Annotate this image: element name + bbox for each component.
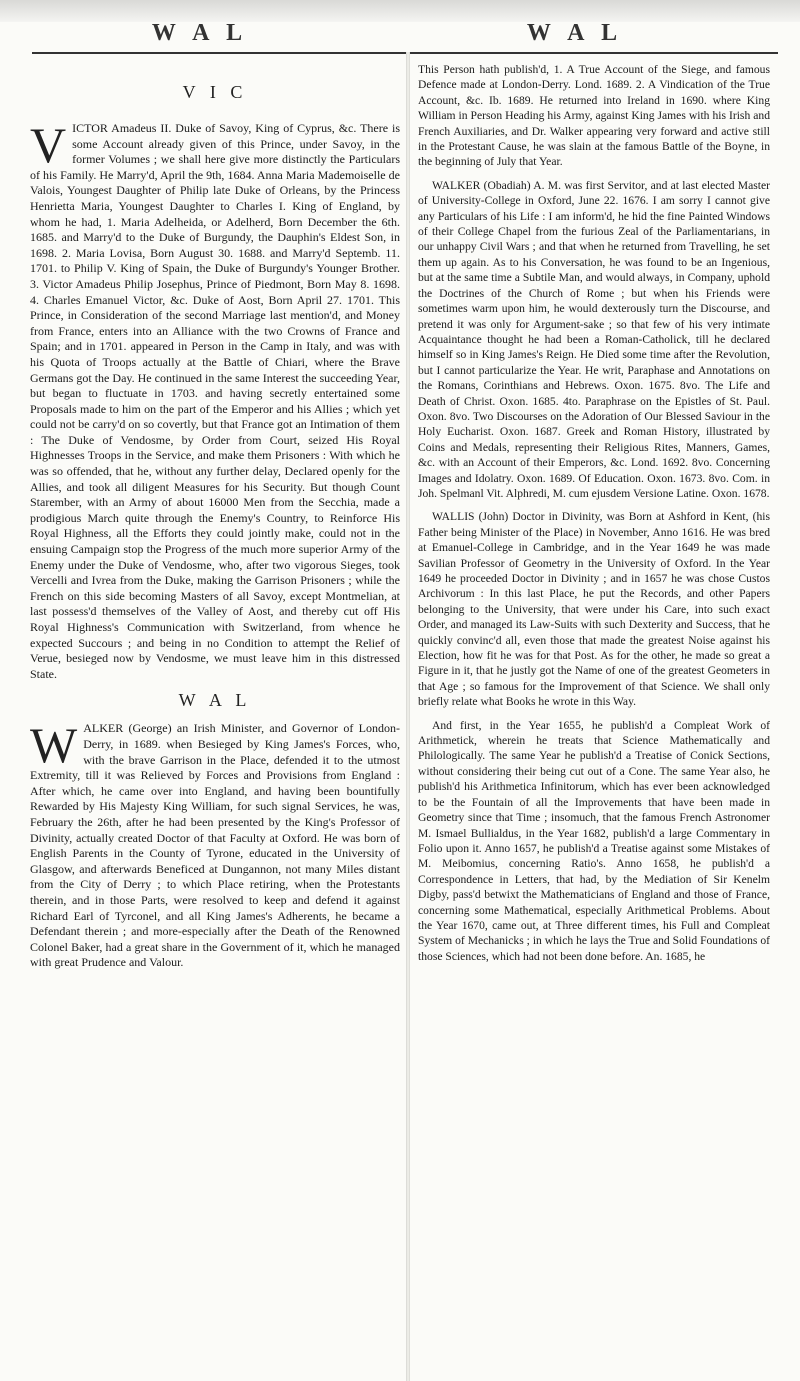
entry-wallis-john: WALLIS (John) Doctor in Divinity, was Born at Ashford in Kent, (his Father being Minister of the Place) in November, Anno 1616. He was bred at Emanuel-College in Cambridge, and in the Year 1649 he was made Savilian Professor of Geometry in the University of Oxford. In the Year 1649 he proceeded Doctor in Divinity ; and in 1657 he was chose Custos Archivorum : In this last Place, he put the Records, and other Papers belonging to the University, that were under his Care, into such exact Order, and managed its Law-Suits with such Dexterity and Success, that he quickly convinc'd all, even those that made the greatest Noise against his Election, how fit he was for that Post. As for the other, he made so great a Figure in it, that he justly got the Name of one of the greatest Geometers in that Age ; so famous for the Improvement of that Science. We shall only briefly relate what Books he wrote in this Way. — [418, 510, 770, 709]
running-header-left: W A L — [151, 20, 249, 46]
page-gutter — [406, 52, 410, 1381]
running-header-right: W A L — [526, 20, 624, 46]
entry-text: ICTOR Amadeus II. Duke of Savoy, King of Cyprus, &c. There is some Account already given of this Prince, under Savoy, in the former Volumes ; we shall here give more distinctly the Particulars of his Family. He Marry'd, April the 9th, 1684. Anna Maria Mademoiselle de Valois, Youngest Daughter of Philip late Duke of Orleans, by the Princess Henrietta Maria, Youngest Daughter to Charles I. King of England, by whom he had, 1. Maria Adelheida, or Adelherd, Born December the 6th. 1685. and Marry'd to the Duke of Burgundy, the Dauphin's Eldest Son, in 1698. 2. Maria Lovisa, Born August 30. 1688. and Marry'd Septemb. 11. 1701. to Philip V. King of Spain, the Duke of Burgundy's Younger Brother. 3. Victor Amadeus Philip Josephus, Prince of Piedmont, Born May 8. 1698. 4. Charles Emanuel Victor, &c. Duke of Aost, Born April 27. 1701. This Prince, in Consideration of the second Marriage last mention'd, and Money from France, enters into an Alliance with the two Crowns of France and Spain; and in 1701. appeared in Person in the Camp in Italy, and was with his Quota of Troops actually at the Battle of Chiari, where the Brave Germans got the Day. He continued in the same Interest the succeeding Year, but began to fluctuate in 1703. and having secretly entertained some Proposals made to him on the part of the Emperor and his Allies ; which yet could not be carry'd on so covertly, but that France got an Intimation of them : The Duke of Vendosme, by Order from Court, seized His Royal Highnesses Troops in the Service, and make them Prisoners : With which he was so offended, that he, without any further delay, Declared openly for the Allies, and took all diligent Measures for his Security. But though Count Starember, with an Army of about 16000 Men from the Secchia, made a prodigious March quite through the Enemy's Country, to Reinforce His Royal Highness, all the Efforts they could jointly make, could not in the ensuing Campaign stop the Progress of the much more superior Army of the Enemy under the Duke of Vendosme, who, after two vigorous Sieges, took Vercelli and Ivrea from the Duke, making the Garrison Prisoners ; while the French on this side becoming Masters of all Savoy, except Montmelian, at last possess'd themselves of the Valley of Aost, and thereby cut off His Royal Highness's Communication with Switzerland, from whence he expected Succours ; and being in no Condition to attempt the Relief of Verue, besieged now by Vendosme, we must leave him in this distressed State. — [30, 121, 400, 681]
entry-walker-george — [30, 717, 400, 971]
right-column — [418, 62, 770, 972]
left-column — [30, 62, 400, 979]
entry-text: ALKER (George) an Irish Minister, and Governor of London-Derry, in 1689. when Besieged by King James's Forces, who, with the brave Garrison in the Place, defended it to the utmost Extremity, till it was Relieved by Forces and Provisions from England : After which, he came over into England, and having been bountifully Rewarded by His Majesty King William, for such signal Services, he was, February the 26th, after he had been presented by the King's Professor of Divinity, actually created Doctor of that Faculty at Oxford. He was born of English Parents in the County of Tyrone, educated in the University of Glasgow, and afterwards Beneficed at Dungannon, not many Miles distant from the City of Derry ; to which Place retiring, when the Protestants therein, and in those Parts, were resolved to keep and defend it against Richard Earl of Tyrconel, and all King James's Adherents, he became a Defendant therein ; and more-especially after the Death of the Renowned Colonel Baker, had a great share in the Government of it, which he managed with great Prudence and Valour. — [30, 721, 400, 970]
drop-cap: W — [30, 717, 78, 774]
header-rule — [32, 52, 778, 54]
drop-cap: V — [30, 117, 67, 173]
entry-wallis-books: And first, in the Year 1655, he publish'd a Compleat Work of Arithmetick, wherein he treats that Science Mathematically and Philologically. The same Year he publish'd a Treatise of Conick Sections, without considering their being cut out of a Cone. The same Year also, he publish'd his Arithmetica Infinitorum, which has ever been acknowledged to be the Fountain of all the Improvements that have been made in Geometry since that Time ; insomuch, that the famous French Astronomer M. Ismael Bullialdus, in the Year 1682, publish'd a large Commentary in Folio upon it. Anno 1657, he publish'd a Treatise against some Mistakes of M. Meibomius, concerning Ratio's. Anno 1658, he publish'd a Correspondence in Letters, that had, by the Mediation of Sir Kenelm Digby, pass'd betwixt the Mathematicians of England and those of France, concerning some Mathematical, especially Arithmetical Problems. About the Year 1670, came out, at Three different times, his Full and Compleat System of Mechanicks ; in which he lays the True and Solid Foundations of those Sciences, which had not been done before. An. 1685, he — [418, 718, 770, 963]
entry-victor-amadeus — [30, 117, 400, 682]
entry-walker-george-continued: This Person hath publish'd, 1. A True Account of the Siege, and famous Defence made at London-Derry. Lond. 1689. 2. A Vindication of the True Account, &c. Ib. 1689. He returned into Ireland in 1690. where King William in Person Heading his Army, against King James with his Irish and French Auxiliaries, and Dr. Walker appearing very forward and active still in the Protestant Cause, he was slain at the famous Battle of the Boyne, in the beginning of July that Year. — [418, 63, 770, 169]
section-heading-wal: W A L — [178, 690, 252, 711]
entry-walker-obadiah: WALKER (Obadiah) A. M. was first Servitor, and at last elected Master of University-College in Oxford, June 22. 1676. I am sorry I cannot give any Particulars of his Life : I am inform'd, he hid the fine Painted Windows of their College Chapel from the furious Zeal of the Parliamentarians, in our unhappy Civil Wars ; and that when he returned from Travelling, he set them up again. As to his Conversation, he was found to be an Ingenious, but at the same time a Subtile Man, and would always, in Company, uphold the Doctrines of the Church of Rome ; but when his Friends were sometimes warm upon him, he would dexterously turn the Discourse, and pretend it was only for Argument-sake ; so that few of his very intimate Acquaintance thought he had been a Roman-Catholick, till he declared himself so in King James's Reign. He Died some time after the Revolution, but I cannot particularize the Year. He writ, Paraphase and Annotations on the Romans, Corinthians and Hebrews. Oxon. 1675. 8vo. The Life and Death of Christ. Oxon. 1685. 4to. Paraphrase on the Epistles of St. Paul. Oxon. 8vo. Two Discourses on the Adoration of Our Blessed Saviour in the Holy Eucharist. Oxon. 1687. Greek and Roman History, illustrated by Coins and Medals, representing their Religious Rites, Manners, Games, &c. with an Account of their Emperors, &c. Lond. 1692. 8vo. Concerning Images and Idolatry. Oxon. 1689. Of Education. Oxon. 1673. 8vo. Com. in Joh. Spelmanl Vit. Alphredi, M. cum ejusdem Versione Latine. Oxon. 1678. — [418, 178, 770, 500]
scan-top-edge — [0, 0, 800, 22]
section-heading-vic: V I C — [182, 82, 248, 102]
